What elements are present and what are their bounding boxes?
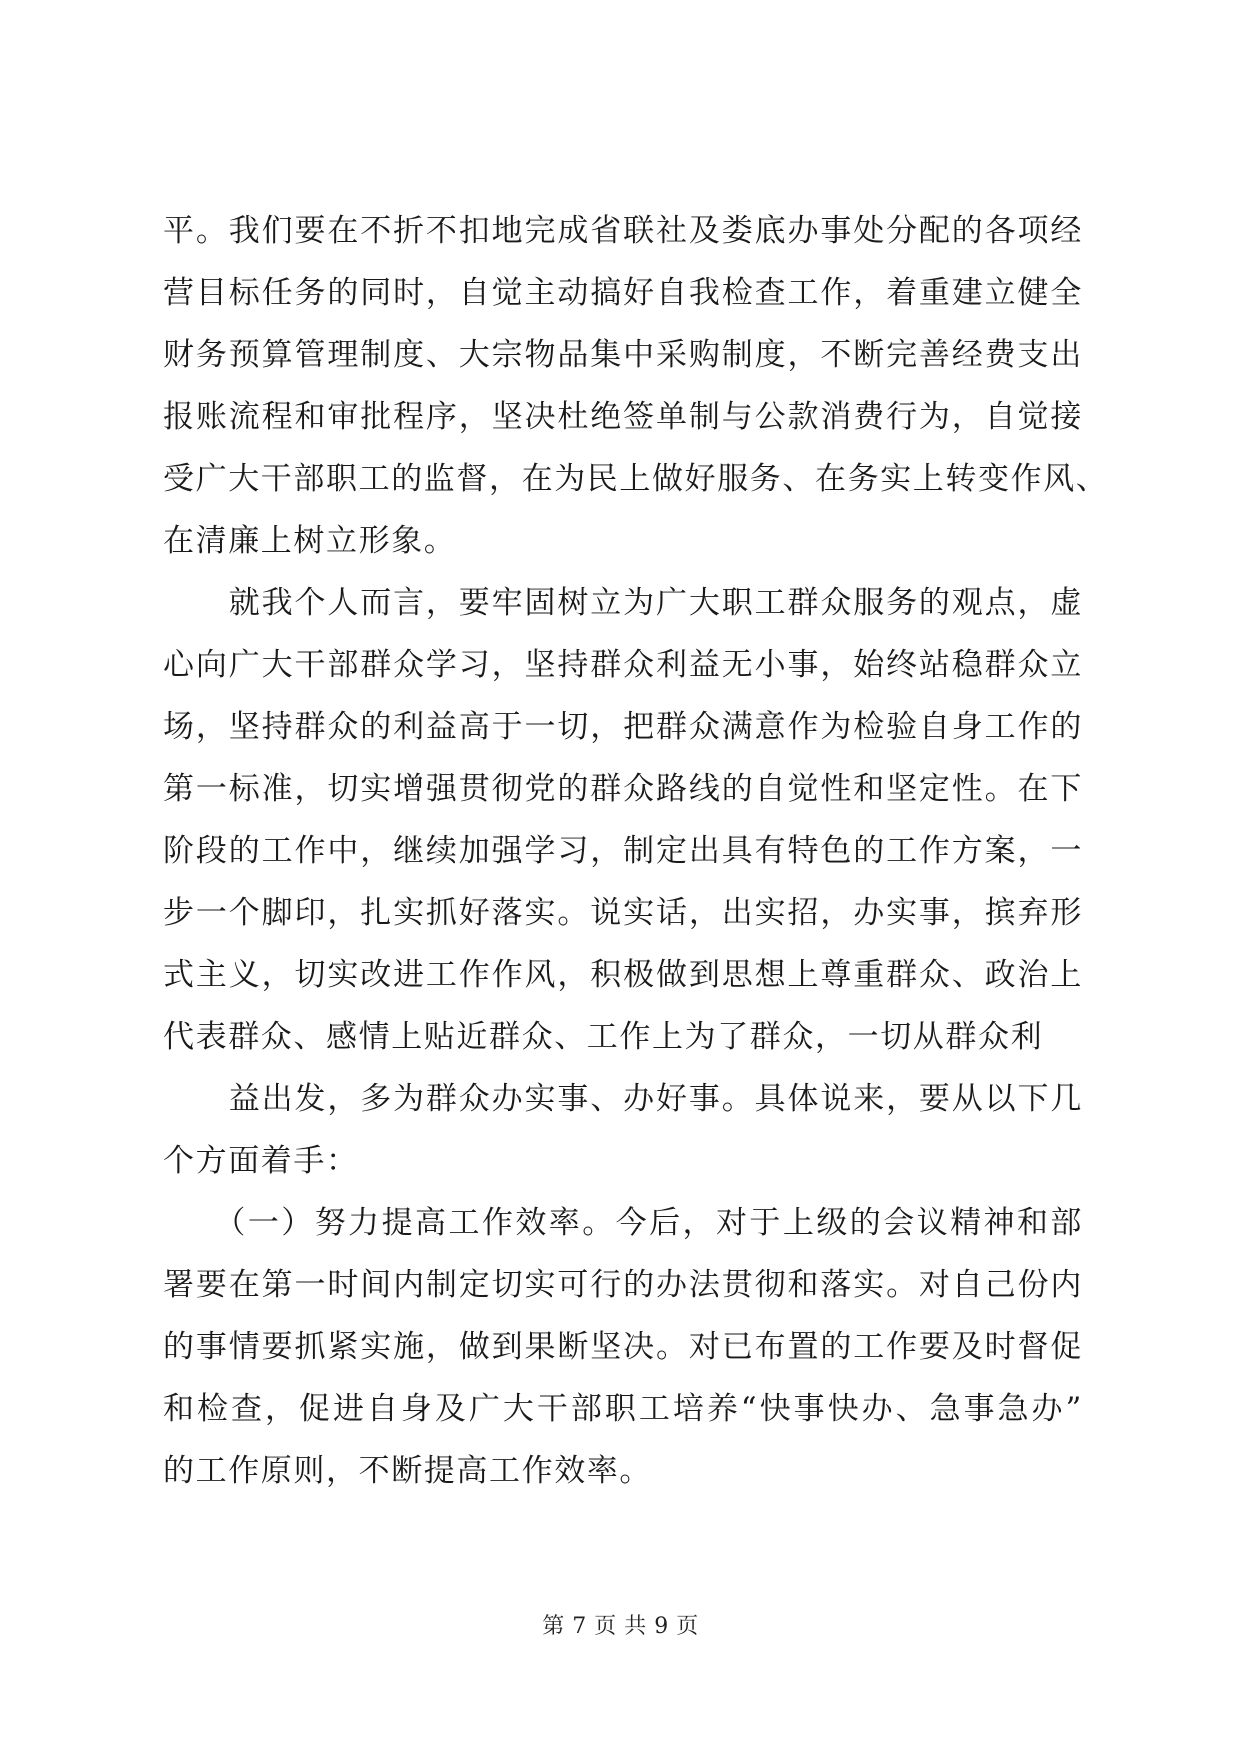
body-line: 益出发，多为群众办实事、办好事。具体说来，要从以下几 xyxy=(163,1081,1083,1117)
body-line: 和检查，促进自身及广大干部职工培养“快事快办、急事急办” xyxy=(163,1391,1083,1427)
body-line: 就我个人而言，要牢固树立为广大职工群众服务的观点，虚 xyxy=(163,585,1083,621)
body-line: 的事情要抓紧实施，做到果断坚决。对已布置的工作要及时督促 xyxy=(163,1329,1083,1365)
body-line: 心向广大干部群众学习，坚持群众利益无小事，始终站稳群众立 xyxy=(163,647,1083,683)
body-line: 署要在第一时间内制定切实可行的办法贯彻和落实。对自己份内 xyxy=(163,1267,1083,1303)
body-line: 平。我们要在不折不扣地完成省联社及娄底办事处分配的各项经 xyxy=(163,213,1083,249)
page-number-footer: 第 7 页 共 9 页 xyxy=(542,1614,699,1639)
body-line: 在清廉上树立形象。 xyxy=(163,523,457,559)
body-line: 场，坚持群众的利益高于一切，把群众满意作为检验自身工作的 xyxy=(163,709,1083,745)
body-line: （一）努力提高工作效率。今后，对于上级的会议精神和部 xyxy=(163,1205,1083,1241)
body-line: 受广大干部职工的监督，在为民上做好服务、在务实上转变作风、 xyxy=(163,461,1109,497)
body-line: 阶段的工作中，继续加强学习，制定出具有特色的工作方案，一 xyxy=(163,833,1083,869)
body-line: 的工作原则，不断提高工作效率。 xyxy=(163,1453,652,1489)
body-line: 代表群众、感情上贴近群众、工作上为了群众，一切从群众利 xyxy=(163,1019,1044,1055)
body-line: 步一个脚印，扎实抓好落实。说实话，出实招，办实事，摈弃形 xyxy=(163,895,1083,931)
body-line: 营目标任务的同时，自觉主动搞好自我检查工作，着重建立健全 xyxy=(163,275,1083,311)
body-line: 式主义，切实改进工作作风，积极做到思想上尊重群众、政治上 xyxy=(163,957,1083,993)
body-line: 第一标准，切实增强贯彻党的群众路线的自觉性和坚定性。在下 xyxy=(163,771,1083,807)
body-line: 个方面着手： xyxy=(163,1143,359,1179)
body-line: 报账流程和审批程序，坚决杜绝签单制与公款消费行为，自觉接 xyxy=(163,399,1083,435)
body-line: 财务预算管理制度、大宗物品集中采购制度，不断完善经费支出 xyxy=(163,337,1083,373)
